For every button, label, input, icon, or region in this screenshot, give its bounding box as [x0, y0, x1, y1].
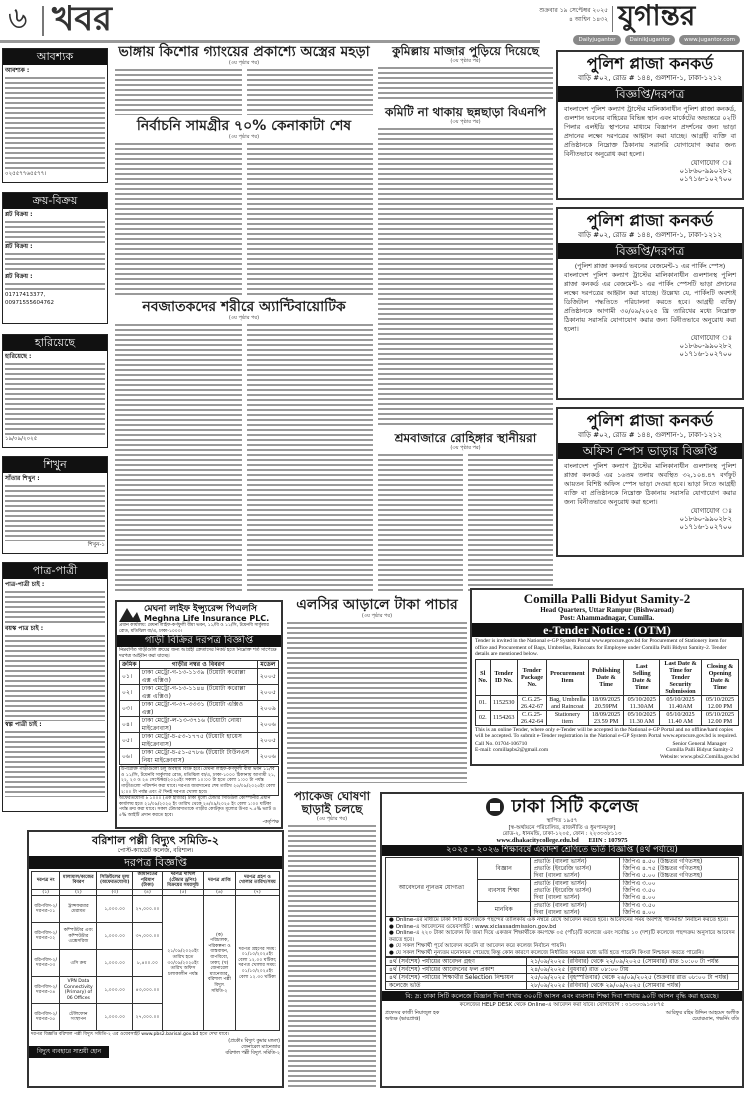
article-body — [468, 452, 553, 592]
table-cell: ৮,৪০০.০০ — [133, 950, 163, 977]
classified-learn — [2, 456, 108, 554]
article-election — [115, 119, 373, 295]
table-cell: ০১। — [120, 669, 140, 685]
gpa: জিপিএ ৩.৫০ — [622, 902, 656, 909]
twitter-link[interactable]: Dailyjugantor — [573, 35, 620, 45]
table-cell: দরপত্র গ্রহণের সময়: ০১/১০/২০২৫ইং বেলা ১২.০০ ঘটিকা; দরপত্র খোলার সময়: ০১/১০/২০২৫ইং বেলা ১২.৩০ ঘটিকা — [235, 896, 279, 1031]
group-name: ব্যবসায় শিক্ষা — [477, 880, 530, 902]
ad-body: বাংলাদেশ পুলিশ কল্যাণ ট্রাস্টের মালিকানাধীন পুলিশ প্লাজা কনকর্ড, গুলশান ভবনের বাহিরের বিভিন্ন স্থান এবং মার্কেটের অভ্যন্তরে ০২টি পিলার এলইডি স্থাপনের মাধ্যমে বিজ্ঞাপন প্রদর্শনের জন্য ভাড়া প্রদানের লক্ষ্যে দরপত্রের আহ্বান করা যাচ্ছে। আগ্রহী ব্যক্তি বা প্রতিষ্ঠানকে নিম্নোক্ত ঠিকানায় সরাসরি যোগাযোগ করার জন্য বিনীতভাবে অনুরোধ করা হলো। — [564, 105, 736, 158]
classified-header: শিখুন — [3, 457, 107, 473]
instruction-item: ● Online-এর মাধ্যমে ঢাকা সিটি কলেজকে পছন্দের তালিকায় এক নম্বরে রেখে আবেদন করতে হবে। আবেদনের সময় অবশ্যই 'ধানমন্ডি' নির্বাচন করতে হবে। — [389, 917, 728, 923]
column-number: (৬) — [203, 889, 235, 896]
shift: প্রভাতি (ইংরেজি ভার্সন) — [533, 865, 592, 872]
schedule-date: ২৮/০৯/২০২৫ (রবিবার) থেকে ২৯/০৯/২০২৫ (সোমবার পর্যন্ত) — [527, 982, 739, 990]
table-row — [120, 685, 279, 701]
table-cell: ট্রান্সফরমার মেরামত — [60, 896, 97, 923]
article-body — [247, 67, 374, 115]
ad-title: Comilla Palli Bidyut Samity-2 — [523, 591, 691, 606]
gpa: জিপিএ ৫.০০ (উচ্চতর গণিতসহ) — [622, 872, 703, 879]
article-rohingya — [378, 432, 553, 592]
signer-name: (প্রকৌঃ বিদ্যুৎ কুমার মন্ডল) — [228, 1038, 280, 1044]
column-number: (১) — [32, 889, 60, 896]
table-cell: ২০০৫ — [257, 685, 278, 701]
contact-phone: ০১৭১৬-১০২৭০০ — [679, 175, 732, 183]
article-body — [115, 141, 242, 295]
classified-lead: সাঁতার শিখুন : — [5, 475, 40, 482]
table-cell: ২০০৯ — [257, 701, 278, 717]
classified-lead: আবশ্যক : — [5, 67, 30, 74]
classified-text — [5, 75, 105, 170]
table-cell: VPN Data Connectivity (Primary) of 06 Offices — [60, 977, 97, 1004]
table-cell: 05/10/2025 12.00 PM — [701, 710, 738, 725]
ad-banner: অফিস স্পেস ভাড়ার বিজ্ঞপ্তি — [558, 443, 742, 459]
table-cell: এসি ক্রয় — [60, 950, 97, 977]
article-body — [378, 452, 463, 592]
classified-buy-sell — [2, 192, 108, 324]
column-header: ক্রমিক — [120, 660, 140, 669]
classified-phone: ১৯/০৯/২০২৫ — [5, 436, 38, 442]
instruction-text: Online-এর মাধ্যমে ঢাকা সিটি কলেজকে পছন্দের তালিকায় এক নম্বরে রেখে আবেদন করতে হবে। আবেদনের সময় অবশ্যই 'ধানমন্ডি' নির্বাচন করতে হবে। — [395, 917, 728, 923]
company-name-bn: মেঘনা লাইফ ইন্স্যুরেন্স পিএলসি — [144, 604, 257, 614]
table-cell: ২০০৫ — [257, 733, 278, 749]
table-cell: (ক) পরিচালক, পরিকল্পনা ও বাস্তবায়ন, বাপবিবো, ঢাকা; (খ) জেনারেল ম্যানেজার, বরিশাল পল্লী বিদ্যুৎ সমিতি-২ — [203, 896, 235, 1031]
signer-title: জেনারেল ম্যানেজার — [241, 1044, 280, 1050]
table-cell: ২৭,০০০.০০ — [133, 1004, 163, 1031]
ad-title: পুলিশ প্লাজা কনকর্ড — [586, 211, 714, 230]
table-row — [120, 733, 279, 749]
table-cell: ১,০০০.০০ — [97, 977, 133, 1004]
continued-label: (৩য় পৃষ্ঠার পর) — [228, 134, 260, 141]
instruction-text: যে সকল শিক্ষার্থী নূন্যতম মনোনয়ন পেয়েছে কিন্তু কোন কারণে কলেজে নির্ধারিত সময়ের মধ্যে ভর্তি হতে পারেনি কিংবা নিশ্চায়ন করতে পারেনি। — [395, 949, 704, 956]
contact-phone: ০১৮৬০-৯৯০২৮২ — [679, 515, 732, 523]
table-cell: 05/10/2025 11.30 AM — [624, 710, 660, 725]
car-table — [119, 660, 279, 766]
table-cell: ঢাকা মেট্রো-গ-১৩-১১৪৪ (টয়োটা করোল্লা এক্স এক্সিও) — [139, 685, 257, 701]
headline-bhanga[interactable]: ভাঙ্গায় কিশোর গ্যাংয়ের প্রকাশ্যে অস্ত্রের মহড়া — [118, 44, 370, 60]
schedule-step: ৪র্থ (সর্বশেষ) পর্যায়ের শিক্ষার্থীর Selection নিশ্চায়ন — [386, 974, 527, 982]
classified-phone: শিখুন-১ — [87, 542, 105, 548]
barishal-tender-ad — [27, 830, 284, 1088]
article-bhanga — [115, 45, 373, 115]
table-row — [120, 717, 279, 733]
classified-lost — [2, 334, 108, 448]
column-header: দরপত্র দাখিল (টেন্ডার ড্রপিং) বিক্রয়ের সময়সূচি — [163, 872, 204, 890]
article-body — [288, 823, 376, 1087]
table-cell: বরিপবিস-২/দরপত্র-০৩ — [32, 950, 60, 977]
table-header-row — [120, 660, 279, 669]
note-banner: বি: দ্র: ঢাকা সিটি কলেজে বিজ্ঞান দিবা শাখায় ৩০০টি আসন এবং ব্যবসায় শিক্ষা দিবা শাখায় ৯০টি আসন বৃদ্ধি করা হয়েছে। — [382, 991, 742, 1001]
date-english: শুক্রবার ১৯ সেপ্টেম্বর ২০২৫ — [539, 7, 608, 14]
social-links — [573, 35, 740, 45]
article-lc-smuggling — [287, 598, 467, 783]
headline-rohingya[interactable]: শ্রমবাজারে রোহিঙ্গার স্থানীয়রা — [394, 431, 537, 445]
column-header: Closing & Opening Date & Time — [701, 659, 738, 695]
classified-text — [5, 729, 105, 797]
article-body — [115, 322, 242, 594]
continued-label: (৩য় পৃষ্ঠার পর) — [450, 119, 481, 126]
meghna-life-ad — [115, 600, 283, 829]
continued-label: (৩য় পৃষ্ঠার পর) — [361, 613, 393, 620]
contact-phone: ০১৭১৬-১০২৭০০ — [679, 523, 732, 531]
table-cell: Stationery item — [547, 710, 589, 725]
column-header: মডেল — [257, 660, 278, 669]
table-cell: বরিপবিস-২/দরপত্র-০৪ — [32, 977, 60, 1004]
table-cell: ৩৭,০০০.০০ — [133, 923, 163, 950]
table-row — [386, 858, 739, 880]
ad-title: বরিশাল পল্লী বিদ্যুৎ সমিতি-২ — [92, 834, 219, 847]
column-header: দরপত্র নং — [32, 872, 60, 890]
website: Website: www.pbs2.Comilla.gov.bd — [659, 753, 739, 760]
ad-subtitle: (পুলিশ প্লাজা কনকর্ড ভবনের বেজমেন্ট-১ এর পার্কিং স্পেস) — [574, 262, 726, 270]
ad-address: পোস্ট-ক্যাডেট কলেজ, বরিশাল। — [117, 847, 194, 854]
table-row — [386, 982, 739, 990]
headline-lc-smuggling[interactable]: এলসির আড়ালে টাকা পাচার — [296, 597, 458, 613]
tender-intro: Tender is invited in the National e-GP System Portal www.eprocure.gov.bd for Procurement of Stationery item for office and Procurement of Bags, Umbrellas, Raincoats for Employee under Comilla Palli Bidyut Samity-2. Tender details are mentioned below. — [475, 638, 727, 657]
table-cell: বরিপবিস-২/দরপত্র-০১ — [32, 896, 60, 923]
column-number: (২) — [60, 889, 97, 896]
header-rule — [0, 40, 540, 43]
table-cell: কম্পিউটার এবং কম্পিউটার এক্সেসরিজ — [60, 923, 97, 950]
established: স্থাপিত ১৯৫৭ — [546, 818, 578, 824]
classified-text — [5, 219, 105, 243]
table-header-row — [476, 659, 739, 695]
continued-label: (৩য় পৃষ্ঠার পর) — [450, 58, 481, 65]
column-number: (৭) — [235, 889, 279, 896]
table-cell: ১,০০০.০০ — [97, 950, 133, 977]
ad-intro: নিম্নবর্ণিত গাড়ীগুলি ক্রয়ের জন্য আগ্রহী ক্রেতাদের নিকট হতে নিম্নোক্ত শর্ত সাপেক্ষে দরপত্র আহ্বান করা যাচ্ছে। — [119, 648, 277, 659]
classified-header: ক্রয়-বিক্রয় — [3, 193, 107, 209]
classified-header: হারিয়েছে — [3, 335, 107, 351]
newspaper-logo: যুগান্তর — [618, 0, 696, 32]
article-body — [378, 126, 553, 426]
column-header: Tender Package No. — [518, 659, 547, 695]
ad-title: পুলিশ প্লাজা কনকর্ড — [586, 54, 714, 73]
gpa: জিপিএ ৩.০০ — [622, 880, 656, 887]
college-address: রোড-২, ধানমন্ডি, ঢাকা-১২০৫, ফোন : ২২৩৩৩৮১১৩ — [502, 831, 622, 837]
shift: দিবা (বাংলা ভার্সন) — [533, 909, 580, 916]
meghna-logo-icon — [119, 606, 141, 622]
column-number: (৫) — [163, 889, 204, 896]
table-cell: ঢাকা মেট্রো-ল-১৩-৩৭১৬ (টয়োটা নোয়া মাইক্রোবাস) — [139, 717, 257, 733]
headline-election[interactable]: নির্বাচনি সামগ্রীর ৭০% কেনাকাটা শেষ — [136, 118, 352, 134]
ad-banner: গাড়ী বিক্রির দরপত্র বিজ্ঞপ্তি — [117, 635, 281, 647]
table-row — [386, 966, 739, 974]
classified-lead: পাত্র-পাত্রী চাই : — [5, 581, 45, 588]
requirements-label: আবেদনের ন্যূনতম যোগ্যতা — [386, 858, 478, 917]
column-header: Last Selling Date & Time — [624, 659, 660, 695]
table-cell: ২০০৬ — [257, 749, 278, 765]
signer-title: Senior General Manager — [672, 740, 727, 747]
classified-lead: প্লট বিক্রয় : — [5, 211, 33, 218]
ad-note: দরপত্র বিজ্ঞপ্তি বরিশাল পল্লী বিদ্যুৎ সমিতি-২ এর ওয়েবসাইট www.pbs2.barisal.gov.bd হতে দেখা যাবে। — [31, 1032, 230, 1038]
table-cell: 05/10/2025 11.40 AM — [660, 710, 702, 725]
classified-lead: হারিয়েছে : — [5, 353, 32, 360]
table-row — [120, 669, 279, 685]
company-address: প্রধান কার্যালয়: মেঘনা লাইফ-কর্ণফুলী বীমা ভবন, ১১/বি ও ১১/সি, টয়েনবি সার্কুলার রোড, মতিঝিল বা/এ, ঢাকা-১০০০। — [119, 623, 269, 634]
instructions-list — [385, 917, 739, 957]
continued-label: (৩য় পৃষ্ঠার পর) — [316, 816, 348, 823]
table-row — [386, 974, 739, 982]
website-link[interactable]: www.jugantor.com — [679, 35, 740, 45]
chairman-name: আরিফুর রহিম উদ্দিন আহমেদ অলীক — [665, 1009, 739, 1016]
chairman-title: চেয়ারম্যান, গভর্নিং বডি — [692, 1015, 739, 1022]
slogan-banner: বিদ্যুৎ ব্যবহারে সাশ্রয়ী হোন — [29, 1046, 109, 1058]
column-header: জামানতের পরিমাণ (টাকা) — [133, 872, 163, 890]
contact-label: যোগাযোগ ঃ — [690, 507, 732, 515]
article-body — [247, 322, 374, 594]
schedule-date: ২১/০৯/২০২৫ (রবিবার) থেকে ২২/০৯/২০২৫ (সোমবার) রাত ১০:০০ টা পর্যন্ত — [527, 958, 739, 966]
table-cell: বরিপবিস-২/দরপত্র-০৫ — [32, 1004, 60, 1031]
table-row — [476, 695, 739, 710]
group-name: বিজ্ঞান — [477, 858, 530, 880]
column-number: (৪) — [133, 889, 163, 896]
shift: প্রভাতি (বাংলা ভার্সন) — [533, 902, 587, 909]
headline-bnp[interactable]: কমিটি না থাকায় ছন্নছাড়া বিএনপি — [385, 105, 546, 119]
instruction-item: ● Online-এ ২২০ টাকা আবেদন ফি জমা দিয়ে একজন শিক্ষার্থীকে কমপক্ষে ০৫ (পাঁচ)টি কলেজে এবং সর্বোচ্চ ১০ (দশ)টি কলেজে পছন্দক্রম অনুসারে আবেদন করতে হবে। — [389, 930, 735, 943]
table-cell: 1152530 — [490, 695, 517, 710]
ad-banner: দরপত্র বিজ্ঞপ্তি — [29, 856, 282, 869]
table-row — [476, 710, 739, 725]
contact-label: যোগাযোগ ঃ — [690, 159, 732, 167]
classified-lead: স্বল্প পাত্রী চাই : — [5, 721, 42, 728]
shift: দিবা (বাংলা ভার্সন) — [533, 872, 580, 879]
schedule-step: কলেজে ভর্তি — [386, 982, 527, 990]
table-row — [120, 749, 279, 765]
continued-label: (৩য় পৃষ্ঠার পর) — [228, 315, 260, 322]
shift: প্রভাতি (বাংলা ভার্সন) — [533, 880, 587, 887]
ad-note: উপরোক্ত গাড়ীগুলো চলু অবস্থায় বিক্রি হবে। মেঘনা লাইফ-কর্ণফুলী বীমা ভবন ১১/বি ও ১১/সি, টয়েনবি সার্কুলার রোড, মতিঝিল বা/এ, ঢাকা-১০০০ ঠিকানায় আগামী ২১, ২২, ২৩ ও ২৪ সেপ্টেম্বর/২০২৫ইং সকাল ১০:০০ টা হতে বেলা ১:০০ টা পর্যন্ত গাড়ীগুলো পরিদর্শন করা যাবে। দরপত্র জমাদানের শেষ তারিখ ২৫/০৯/২০২৫ইং বেলা ২:০০ টা পর্যন্ত এবং ঐ দিনই দরপত্র খোলা হবে। — [119, 766, 279, 796]
column-header: দরপত্র গ্রহণ ও খোলার তারিখ/সময় — [235, 872, 279, 890]
ad-body: বাংলাদেশ পুলিশ কল্যাণ ট্রাস্টের মালিকানাধীন গুলশানস্থ পুলিশ প্লাজা কনকর্ড এর ১৬তম তলায় অবস্থিত ৩২,১০৪.৪৭ বর্গফুট আয়তন বিশিষ্ট অফিস স্পেস ভাড়া দেওয়া হবে। ভাড়া নিতে আগ্রহী ব্যক্তি বা প্রতিষ্ঠানকে নিম্নোক্ত ঠিকানায় সরাসরি যোগাযোগ করার জন্য বিনীতভাবে অনুরোধ করা হলো। — [564, 462, 736, 506]
ad-post: Post: Ahammadnagar, Cumilla. — [559, 614, 655, 622]
table-cell: 05/10/2025 11.40AM — [660, 695, 702, 710]
table-cell: ১,০০০.০০ — [97, 923, 133, 950]
headline-antibiotic[interactable]: নবজাতকদের শরীরে অ্যান্টিবায়োটিক — [142, 299, 346, 315]
logo-divider — [612, 6, 613, 32]
table-cell: ঢাকা মেট্রো-গ-১৩-১১৩৯ (টয়োটা করোল্লা এক্স এক্সিও) — [139, 669, 257, 685]
tender-table — [475, 659, 739, 726]
signer-org: Comilla Palli Bidyut Samity-2 — [665, 747, 734, 753]
table-cell: ০৬। — [120, 749, 140, 765]
table-cell: ২০০৫ — [257, 669, 278, 685]
instruction-text: Online-এ ২২০ টাকা আবেদন ফি জমা দিয়ে একজন শিক্ষার্থীকে কমপক্ষে ০৫ (পাঁচ)টি কলেজে এবং সর্বোচ্চ ১০ (দশ)টি কলেজে পছন্দক্রম অনুসারে আবেদন করতে হবে। — [389, 930, 735, 943]
table-cell: ২০০৬ — [257, 717, 278, 733]
classified-lead: প্লট বিক্রয় : — [5, 273, 33, 280]
dhaka-city-college-ad — [380, 792, 744, 1088]
schedule-date: ২৫/০৯/২০২৫ (বৃহস্পতিবার) থেকে ২৬/০৯/২০২৫ (শুক্রবার রাত ০৮:০০ টা পর্যন্ত) — [527, 974, 739, 982]
tender-table — [31, 871, 280, 1031]
ad-banner: ২০২৫ - ২০২৬ শিক্ষাবর্ষে একাদশ শ্রেণিতে ভর্তি বিজ্ঞপ্তি (৪র্থ পর্যায়ে) — [382, 845, 742, 856]
email-address: E-mail: comillapbs2@gmail.com — [475, 747, 549, 753]
ad-banner: বিজ্ঞপ্তি/দরপত্র — [558, 86, 742, 102]
column-header: Publishing Date & Time — [588, 659, 624, 695]
classified-header: আবশ্যক — [3, 49, 107, 65]
shift: দিবা (বাংলা ভার্সন) — [533, 894, 580, 901]
classified-text — [5, 251, 105, 273]
ad-signature: -কর্তৃপক্ষ — [262, 818, 279, 825]
table-cell: Bag, Umbrella and Raincoat — [547, 695, 589, 710]
facebook-link[interactable]: DainikJugantor — [625, 35, 676, 45]
classified-phone: 00971555604762 — [5, 300, 54, 306]
column-header: Sl No. — [476, 659, 491, 695]
header-divider — [42, 6, 44, 36]
column-header: সিডিউলের মূল্য (অফেরতযোগ্য) — [97, 872, 133, 890]
ad-body: বাংলাদেশ পুলিশ কল্যাণ ট্রাস্টের মালিকানাধীন গুলশানস্থ পুলিশ প্লাজা কনকর্ড এর বেজমেন্ট-১ এর পার্কিং স্পেসটি ভাড়া প্রদানের লক্ষ্যে দরপত্রের আহ্বান করা যাচ্ছে। উল্লেখ্য যে, পার্কিংটি অবশ্যই ডিজিটাল পদ্ধতিতে পরিচালনা করতে হবে। আগ্রহী ব্যক্তি/প্রতিষ্ঠানকে আগামী ৩০/০৯/২০২৫ খ্রি তারিখের মধ্যে নিম্নোক্ত ঠিকানায় সরাসরি যোগাযোগ করার জন্য বিনীতভাবে অনুরোধ করা হলো। — [564, 271, 736, 333]
classified-wanted — [2, 48, 108, 183]
gpa: জিপিএ ৪.৭৫ (উচ্চতর গণিতসহ) — [622, 865, 703, 872]
gpa: জিপিএ ৩.৫০ — [622, 887, 656, 894]
table-cell: 1154263 — [490, 710, 517, 725]
contact-label: যোগাযোগ ঃ — [690, 334, 732, 342]
article-body — [287, 620, 467, 783]
contact-phone: ০১৮৬০-৯৯০২৮২ — [679, 167, 732, 175]
college-name: ঢাকা সিটি কলেজ — [511, 796, 639, 817]
tagline: [স্ব-অর্থায়নে পরিচালিত, রাজনীতি ও ধূমপানমুক্ত] — [508, 824, 616, 831]
classified-text — [5, 281, 105, 291]
classified-lead: প্লট বিক্রয় : — [5, 243, 33, 250]
table-cell: ৪৩,০০০.০০ — [133, 977, 163, 1004]
instruction-item: ● যে সকল শিক্ষার্থী নূন্যতম মনোনয়ন পেয়েছে কিন্তু কোন কারণে কলেজে নির্ধারিত সময়ের মধ্যে ভর্তি হতে পারেনি কিংবা নিশ্চায়ন করতে পারেনি। — [389, 949, 704, 956]
table-cell: 05/10/2025 12.00 PM — [701, 695, 738, 710]
table-cell: ০৪। — [120, 717, 140, 733]
page-number: ৬ — [8, 1, 28, 36]
requirements-table — [385, 857, 739, 917]
police-plaza-ad-office — [556, 407, 744, 557]
table-cell: 18/09/2025 23.59 PM — [588, 710, 624, 725]
comilla-tender-ad — [470, 588, 744, 766]
table-cell: ঢাকা মেট্রো-চ-৫১-৫৭৮৬ (টয়োটা টাউনএস নিয়া মাইক্রোবাস) — [139, 749, 257, 765]
table-cell: C.G.25-26.42-64 — [518, 710, 547, 725]
schedule-step: ৪র্থ (সর্বশেষ) পর্যায়ের আবেদন গ্রহণ — [386, 958, 527, 966]
column-header: Procurement Item — [547, 659, 589, 695]
article-bnp — [378, 106, 553, 426]
contact-phone: ০১৭১৬-১০২৭০০ — [679, 350, 732, 358]
contact-phone: ০১৮৬০-৯৯০২৮২ — [679, 342, 732, 350]
table-cell: ০২। — [120, 685, 140, 701]
right-ad-column — [556, 50, 744, 557]
classified-phone: ০২৫৫৭৭৬৫৫৭৭। — [5, 171, 47, 177]
shift: প্রভাতি (ইংরেজি ভার্সন) — [533, 887, 592, 894]
column-header: Tender ID No. — [490, 659, 517, 695]
table-header-row — [32, 872, 280, 890]
instruction-item: ● Online-এ আবেদনের ওয়েবসাইট : www.xiclassadmission.gov.bd — [389, 923, 557, 930]
table-cell: 02. — [476, 710, 491, 725]
table-cell: C.G.25-26.42-67 — [518, 695, 547, 710]
table-cell: ০৫। — [120, 733, 140, 749]
table-cell: ঢাকা মেট্রো-চ-৫৩-১৭৭৫ (টয়োটা হায়েস মাইক্রোবাস) — [139, 733, 257, 749]
table-cell: 18/09/2025 20.59PM — [588, 695, 624, 710]
principal-name: প্রফেসর কাজী নিয়াজুল হক — [385, 1009, 440, 1016]
table-cell: ঢাকা মেট্রো-গ-৩৭-৩৩৩১ (টয়োটা এক্সিও এক্স) — [139, 701, 257, 717]
table-cell: ১,০০০.০০ — [97, 896, 133, 923]
schedule-step: ৪র্থ (সর্বশেষ) পর্যায়ের আবেদনের ফল প্রকাশ — [386, 966, 527, 974]
table-cell: ২৭,০০০.০০ — [133, 896, 163, 923]
gpa: জিপিএ ৪.৫০ (উচ্চতর গণিতসহ) — [622, 858, 703, 865]
table-cell: ০৩। — [120, 701, 140, 717]
college-website[interactable]: www.dhakacitycollege.edu.bd — [496, 836, 579, 844]
article-antibiotic — [115, 300, 373, 594]
classified-header: পাত্র-পাত্রী — [3, 563, 107, 579]
gpa: জিপিএ ৪.০০ — [622, 894, 656, 901]
police-plaza-ad-parking — [556, 207, 744, 400]
table-cell: 01. — [476, 695, 491, 710]
classified-text — [5, 633, 105, 721]
column-header: গাড়ীর নম্বর ও বিবরণ — [139, 660, 257, 669]
headline-cumilla[interactable]: কুমিল্লায় মাজার পুড়িয়ে দিয়েছে — [392, 44, 539, 58]
classified-text — [5, 361, 105, 435]
headline-package[interactable]: প্যাকেজ ঘোষণা — [293, 789, 371, 803]
issue-date — [539, 6, 608, 24]
article-body — [378, 65, 553, 102]
ad-title: পুলিশ প্লাজা কনকর্ড — [586, 411, 714, 430]
classified-lead: বয়স্ক পাত্র চাই : — [5, 625, 44, 632]
instruction-text: Online-এ আবেদনের ওয়েবসাইট : www.xiclassadmission.gov.bd — [395, 923, 557, 930]
column-header: দরপত্র প্রাপ্তি — [203, 872, 235, 890]
police-plaza-ad-led — [556, 50, 744, 200]
shift: প্রভাতি (বাংলা ভার্সন) — [533, 858, 587, 865]
ad-address: Head Quarters, Uttar Rampur (Bishwaroad) — [540, 606, 674, 614]
classified-phone: 01717413377, — [5, 292, 46, 298]
continued-label: (৩য় পৃষ্ঠার পর) — [228, 60, 260, 67]
column-header: Last Date & Time for Tender Security Submission — [660, 659, 702, 695]
continued-label: (৩য় পৃষ্ঠার পর) — [450, 445, 481, 452]
table-cell: ২১/০৯/২০২৫ইং তারিখ হতে ৩০/০৯/২০২৫ইং তারিখ অফিস চলাকালীন পর্যন্ত — [163, 896, 204, 1031]
section-title: খবর — [52, 0, 112, 39]
schedule-table — [385, 957, 739, 990]
article-cumilla — [378, 45, 553, 102]
article-package — [288, 790, 376, 1087]
group-name: মানবিক — [477, 902, 530, 917]
article-body — [247, 141, 374, 295]
classified-text — [5, 589, 105, 625]
schedule-date: ২৪/০৯/২০২৫ (বুধবার) রাত ০৮:০০ টায় — [527, 966, 739, 974]
signer-org: বরিশাল পল্লী বিদ্যুৎ সমিতি-২ — [225, 1050, 280, 1056]
table-cell: ১,০০০.০০ — [97, 1004, 133, 1031]
table-row — [120, 701, 279, 717]
headline-package-line2[interactable]: ছাড়াই চলছে — [301, 802, 363, 817]
ad-address: বাড়ি #০২, রোড # ১৪৪, গুলশান-১, ঢাকা-১২১২ — [578, 431, 722, 439]
college-logo-icon — [485, 797, 505, 817]
article-body — [115, 67, 242, 115]
helpdesk-line: কলেজের HELP DESK থেকে Online-এ আবেদন করা যাবে। যোগাযোগ : ০১৩০৩৯১০৮৭৫ — [459, 1002, 665, 1008]
ad-banner: e-Tender Notice : (OTM) — [472, 623, 742, 637]
table-cell: বরিপবিস-২/দরপত্র-০২ — [32, 923, 60, 950]
tender-note: This is an online Tender, where only e-Tender will be accepted in the National e-GP Portal and no offline/hard copies will be accepted. To submit e-Tender registration in the National e-GP System Portal www.eprocure.gov.bd is required. — [475, 726, 738, 739]
date-bangla: ৪ আশ্বিন ১৪৩২ — [568, 16, 608, 23]
table-cell: 05/10/2025 11.30AM — [624, 695, 660, 710]
column-number: (৩) — [97, 889, 133, 896]
column-header: মালামাল/কাজের বিবরণ — [60, 872, 97, 890]
gpa: জিপিএ ৪.০০ — [622, 909, 656, 916]
ad-banner: বিজ্ঞপ্তি/দরপত্র — [558, 243, 742, 259]
principal-title: অধ্যক্ষ (ভারপ্রাপ্ত) — [385, 1015, 421, 1022]
eiin: EIIN : 107975 — [588, 836, 628, 844]
ad-footer: অফেরতযোগ্য ৳ ১০০০ (এক হাজার) টাকা মূল্যে টেন্ডার সিডিউল কোম্পানীর প্রধান কার্যালয় হতে ২১/০৯/২০২৫ ইং তারিখ থেকে ২৪/০৯/২০২৫ ইং বেলা ১:০০ ঘটিকা পর্যন্ত ক্রয় করা যাবে। সকল টেন্ডারদাতাকে গাড়ীর কোটকৃত মূল্যের উপর ৭.৫% ভ্যাট ও ৫% আইটি প্রদান করতে হবে। — [119, 796, 276, 819]
company-name-en: Meghna Life Insurance PLC. — [144, 614, 270, 623]
instruction-text: যে সকল শিক্ষার্থী পূর্বে আবেদন করেনি বা আবেদন করে কলেজ নির্বাচন পায়নি। — [395, 943, 567, 949]
classified-matrimony — [2, 562, 108, 812]
table-row — [386, 958, 739, 966]
classified-text — [5, 483, 105, 541]
instruction-item: ● যে সকল শিক্ষার্থী পূর্বে আবেদন করেনি বা আবেদন করে কলেজ নির্বাচন পায়নি। — [389, 943, 567, 949]
call-number: Call No. 01704-106710 — [475, 740, 528, 747]
ad-address: বাড়ি #০২, রোড # ১৪৪, গুলশান-১, ঢাকা-১২১২ — [578, 231, 722, 239]
ad-address: বাড়ি #০২, রোড # ১৪৪, গুলশান-১, ঢাকা-১২১২ — [578, 74, 722, 82]
table-cell: টেলিফোন সংস্থাপন — [60, 1004, 97, 1031]
table-row — [32, 896, 280, 923]
column-number-row — [32, 889, 280, 896]
